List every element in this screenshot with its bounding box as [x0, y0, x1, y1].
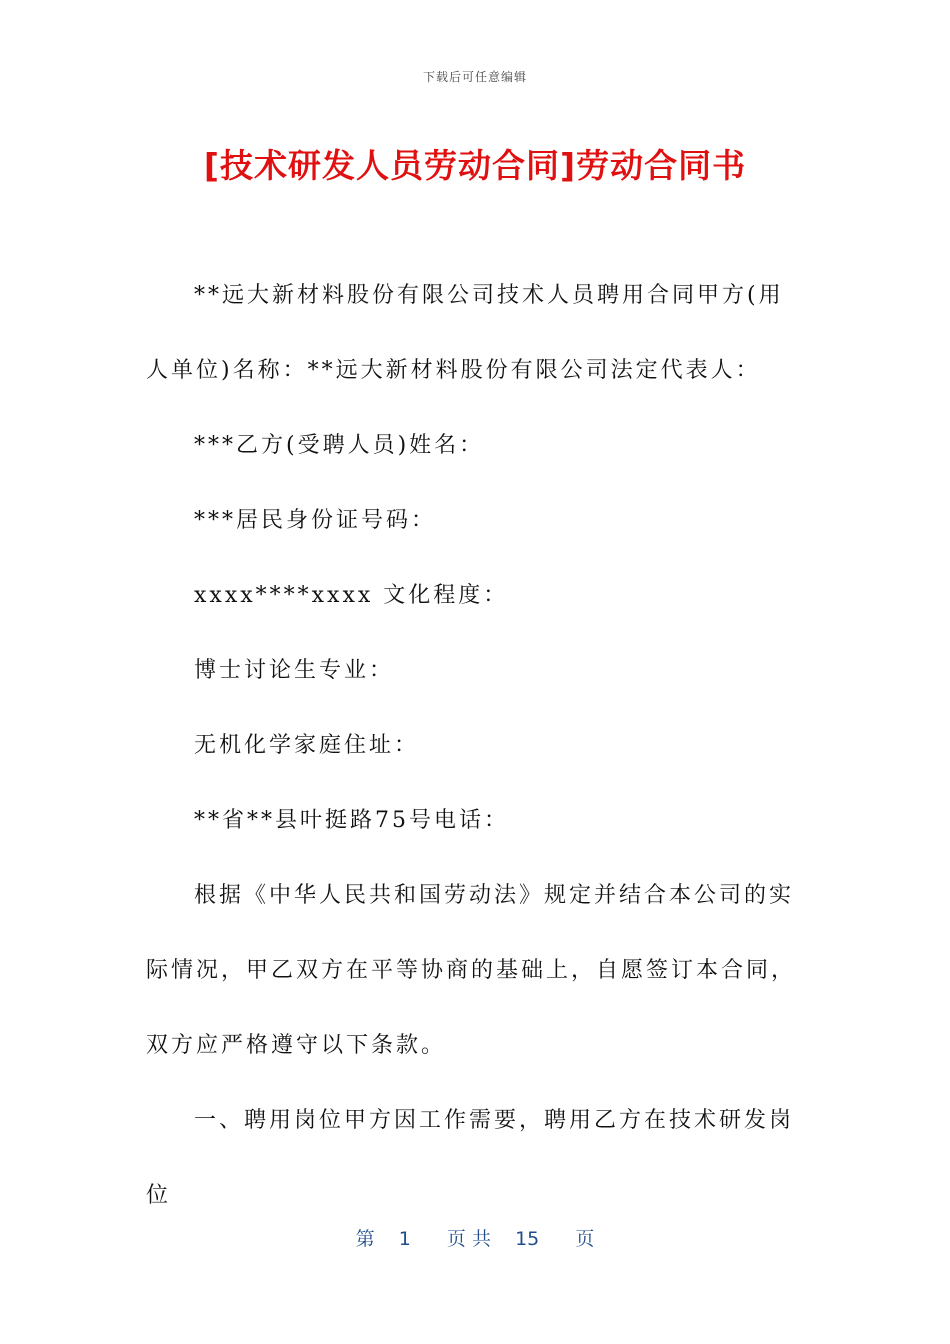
paragraph-major: 博士讨论生专业：	[194, 658, 395, 683]
paragraph-education: xxxx****xxxx 文化程度：	[194, 583, 509, 608]
paragraph-id-number: ***居民身份证号码：	[194, 508, 437, 533]
document-body	[146, 258, 806, 1233]
paragraph-section-one: 一、聘用岗位甲方因工作需要，聘用乙方在技术研发岗位	[146, 1108, 795, 1208]
header-note: 下载后可任意编辑	[422, 70, 527, 84]
footer-page-middle: 页 共	[446, 1228, 491, 1250]
footer-current-page: 1	[398, 1228, 411, 1250]
paragraph-preamble: 根据《中华人民共和国劳动法》规定并结合本公司的实际情况，甲乙双方在平等协商的基础上，自愿签订本合同，双方应严格遵守以下条款。	[146, 883, 797, 1058]
page-footer	[0, 1224, 950, 1251]
paragraph-address: 无机化学家庭住址：	[194, 733, 420, 758]
footer-total-pages: 15	[515, 1228, 540, 1250]
document-title: [技术研发人员劳动合同]劳动合同书	[203, 146, 747, 185]
footer-page-suffix: 页	[575, 1228, 595, 1250]
paragraph-employer: **远大新材料股份有限公司技术人员聘用合同甲方(用人单位)名称：**远大新材料股份有限公司法定代表人：	[146, 283, 784, 383]
paragraph-phone: **省**县叶挺路75号电话：	[194, 808, 509, 833]
paragraph-employee-name: ***乙方(受聘人员)姓名：	[194, 433, 485, 458]
footer-page-prefix: 第	[355, 1228, 375, 1250]
